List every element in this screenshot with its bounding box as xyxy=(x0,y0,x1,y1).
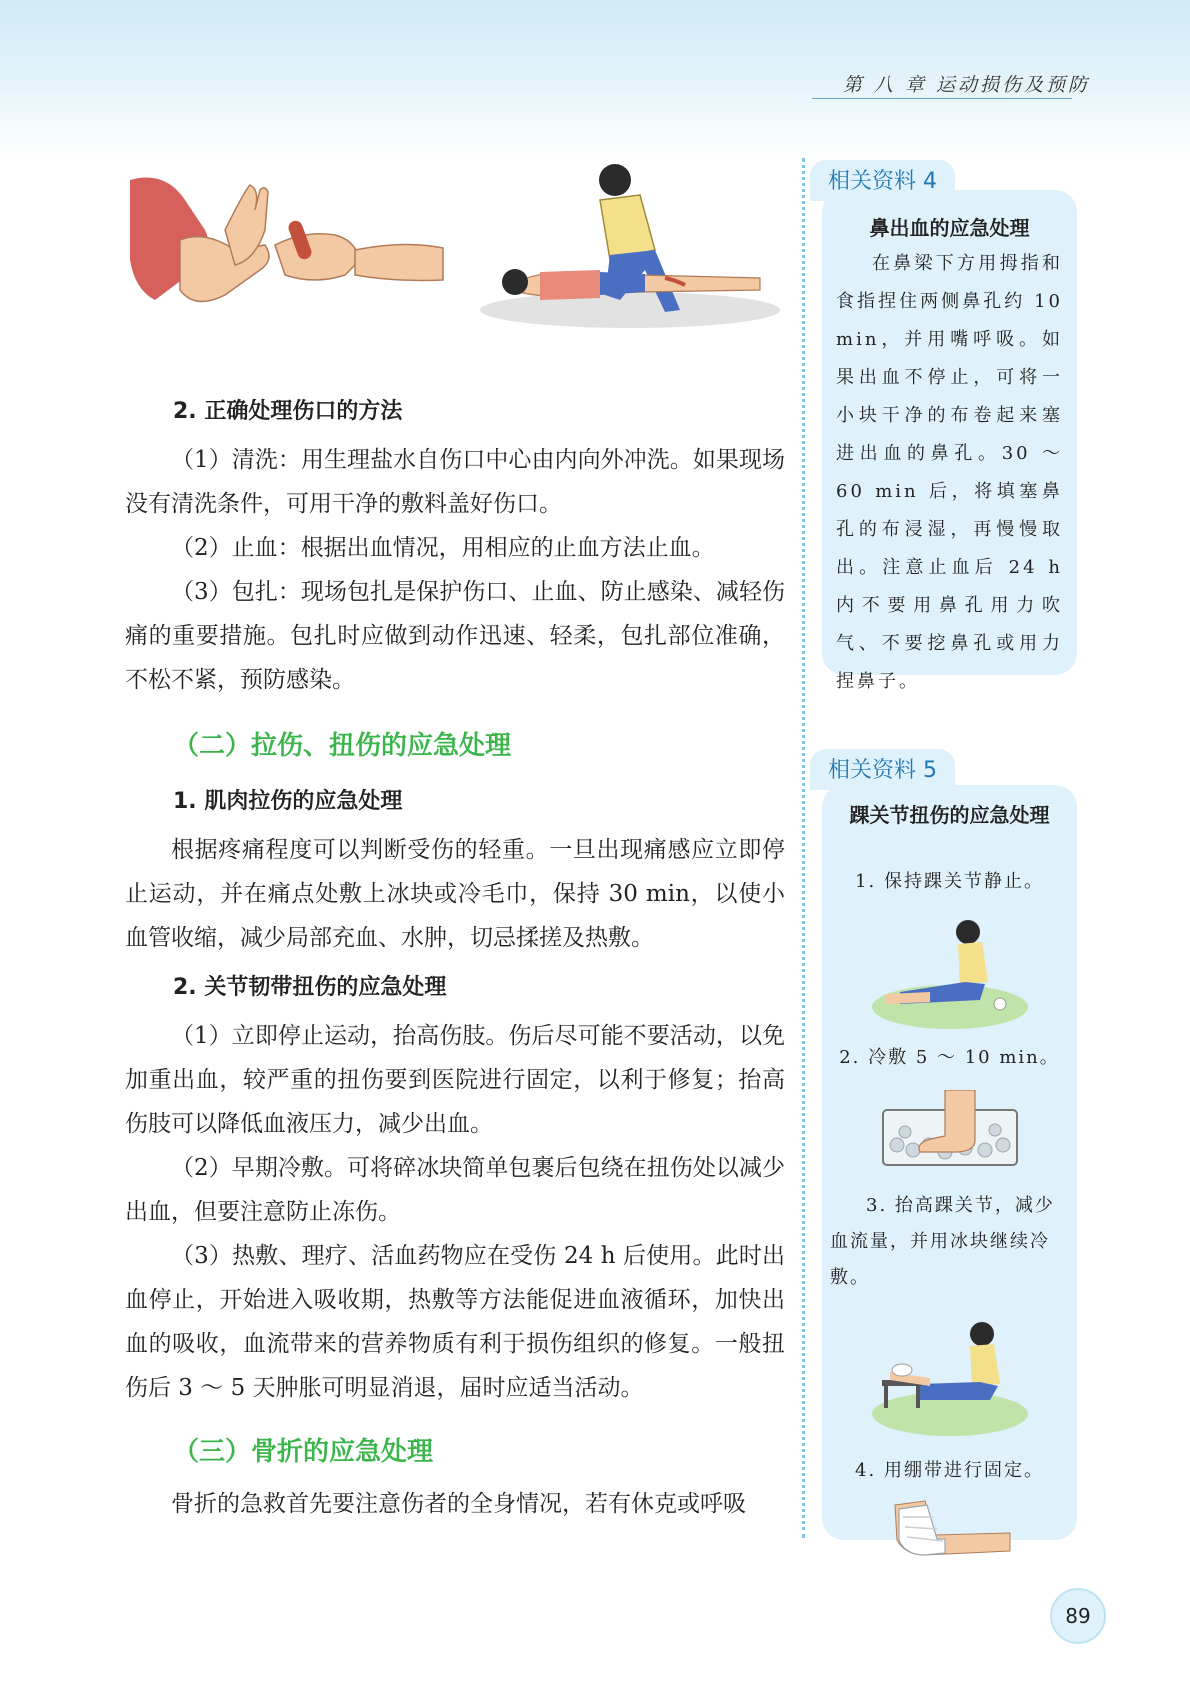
paragraph-fracture: 骨折的急救首先要注意伤者的全身情况，若有休克或呼吸 xyxy=(171,1491,746,1517)
chapter-title: 第 八 章 运动损伤及预防 xyxy=(842,74,1090,96)
paragraph-cold-compress: （2）早期冷敷。可将碎冰块简单包裹后包绕在扭伤处以减少出血，但要注意防止冻伤。 xyxy=(125,1155,785,1225)
step-2: 2. 冷敷 5 ～ 10 min。 xyxy=(839,1047,1060,1068)
sidebar-tab-5: 相关资料 5 xyxy=(810,749,955,790)
paragraph-clean: （1）清洗：用生理盐水自伤口中心由内向外冲洗。如果现场没有清洗条件，可用干净的敷料盖好伤口。 xyxy=(125,447,785,517)
header-rule xyxy=(812,98,1072,99)
column-divider xyxy=(802,158,805,1538)
step-3: 3. 抬高踝关节，减少血流量，并用冰块继续冷敷。 xyxy=(830,1195,1055,1288)
paragraph-elevate: （1）立即停止运动，抬高伤肢。伤后尽可能不要活动，以免加重出血，较严重的扭伤要到医院进行固定，以利于修复；抬高伤肢可以降低血液压力，减少出血。 xyxy=(125,1023,785,1137)
page-number: 89 xyxy=(1050,1588,1106,1644)
step-4: 4. 用绷带进行固定。 xyxy=(855,1460,1044,1481)
illustration-leg-compression xyxy=(470,160,790,350)
sidebar-box-ankle xyxy=(822,758,1077,1540)
section-sprain: （二）拉伤、扭伤的应急处理 xyxy=(173,731,512,761)
heading-joint-sprain: 2. 关节韧带扭伤的应急处理 xyxy=(173,975,447,1000)
sidebar-tab-4: 相关资料 4 xyxy=(810,160,955,201)
section-fracture: （三）骨折的应急处理 xyxy=(173,1437,434,1467)
illustration-ankle-bandage xyxy=(885,1495,1015,1565)
paragraph-heat: （3）热敷、理疗、活血药物应在受伤 24 h 后使用。此时出血停止，开始进入吸收期，热敷等方法能促进血液循环，加快出血的吸收，血流带来的营养物质有利于损伤组织的修复。一般扭伤后 3 ～ 5 天肿胀可明显消退，届时应适当活动。 xyxy=(125,1243,785,1401)
step-1: 1. 保持踝关节静止。 xyxy=(855,871,1044,892)
sidebar-box-nosebleed xyxy=(822,169,1077,692)
illustration-ankle-elevate xyxy=(870,1314,1030,1439)
sidebar-title-nosebleed: 鼻出血的应急处理 xyxy=(869,216,1030,240)
illustration-ice-tray xyxy=(875,1090,1025,1170)
sidebar-title-ankle: 踝关节扭伤的应急处理 xyxy=(849,803,1050,827)
paragraph-stop-bleeding: （2）止血：根据出血情况，用相应的止血方法止血。 xyxy=(171,535,715,561)
paragraph-bandage: （3）包扎：现场包扎是保护伤口、止血、防止感染、减轻伤痛的重要措施。包扎时应做到动作迅速、轻柔，包扎部位准确，不松不紧，预防感染。 xyxy=(125,579,785,693)
main-column xyxy=(125,390,785,1526)
illustration-pressure-hands xyxy=(125,170,445,320)
heading-wound-methods: 2. 正确处理伤口的方法 xyxy=(173,399,403,424)
illustration-ankle-rest xyxy=(870,912,1030,1032)
heading-muscle-strain: 1. 肌肉拉伤的应急处理 xyxy=(173,789,403,814)
sidebar-text-nosebleed: 在鼻梁下方用拇指和食指捏住两侧鼻孔约 10 min，并用嘴呼吸。如果出血不停止，可将一小块干净的布卷起来塞进出血的鼻孔。30 ～ 60 min 后，将填塞鼻孔的布浸湿，再慢慢取出。注意止血后 24 h 内不要用鼻孔用力吹气、不要挖鼻孔或用力捏鼻子。 xyxy=(836,253,1063,692)
paragraph-muscle-strain: 根据疼痛程度可以判断受伤的轻重。一旦出现痛感应立即停止运动，并在痛点处敷上冰块或冷毛巾，保持 30 min，以使小血管收缩，减少局部充血、水肿，切忌揉搓及热敷。 xyxy=(125,837,785,951)
